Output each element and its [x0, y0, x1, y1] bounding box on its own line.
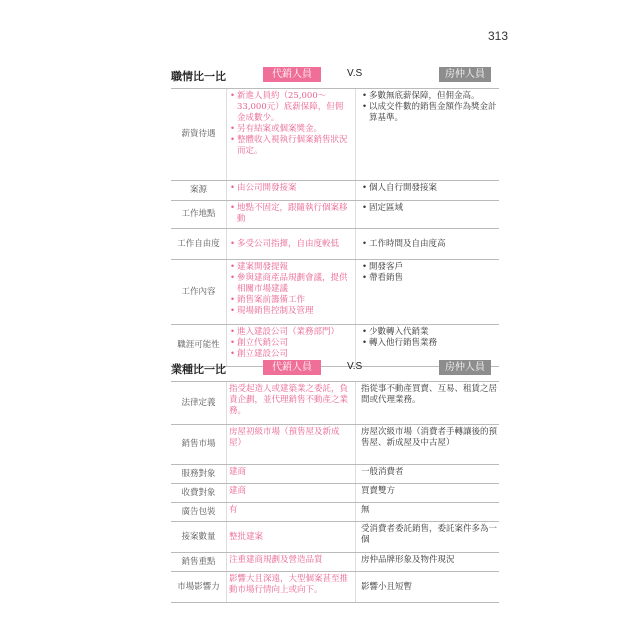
row-label: 工作自由度	[177, 238, 220, 249]
job-comparison-section	[171, 66, 499, 367]
list-item: • 地點不固定，跟隨執行個案移動	[229, 203, 351, 225]
broker-cell: 一般消費者	[361, 467, 404, 477]
row-label: 服務對象	[181, 468, 216, 479]
list-item: • 工作時間及自由度高	[361, 239, 446, 250]
table-row	[171, 382, 499, 425]
list-item: • 個人自行開發接案	[361, 183, 499, 194]
agency-cell: 指受起造人或建築業之委託，負責企劃，並代理銷售不動產之業務。	[226, 382, 356, 424]
broker-cell: 無	[361, 505, 370, 515]
list-item: • 創立建設公司	[229, 349, 351, 360]
broker-cell: 房屋次級市場（消費者手轉讓後的預售屋、新成屋及中古屋）	[361, 427, 498, 448]
table-row	[171, 229, 499, 260]
list-item: • 多數無底薪保障，但佣金高。	[361, 91, 499, 102]
list-item: • 參與建商產品規劃會議，提供相關市場建議	[229, 273, 351, 295]
list-item: • 銷售案前籌備工作	[229, 295, 351, 306]
list-item: • 整體收入視執行個案銷售狀況而定。	[229, 135, 351, 157]
vs-label: V.S	[347, 361, 363, 372]
agency-cell	[226, 89, 356, 180]
broker-badge: 房仲人員	[439, 67, 491, 82]
agency-badge: 代銷人員	[263, 360, 321, 375]
industry-comparison-section	[171, 359, 499, 603]
broker-cell	[356, 201, 499, 228]
row-label: 法律定義	[181, 397, 216, 408]
row-label: 案源	[189, 185, 207, 195]
agency-cell	[226, 181, 356, 200]
list-item: • 以成交件數的銷售金額作為獎金計算基準。	[361, 102, 499, 124]
agency-cell: 建商	[226, 484, 356, 502]
broker-cell: 房仲品牌形象及物件現況	[361, 555, 455, 565]
table-row	[171, 522, 499, 553]
row-label: 工作內容	[181, 286, 216, 297]
list-item: • 帶看銷售	[361, 273, 499, 284]
agency-badge: 代銷人員	[263, 67, 321, 82]
table-row	[171, 260, 499, 325]
agency-cell: 有	[226, 503, 356, 521]
agency-cell: 房屋初級市場（預售屋及新成屋）	[226, 425, 356, 464]
list-item: • 多受公司指揮，自由度較低	[229, 239, 339, 250]
agency-cell: 注重建商規劃及營造品質	[226, 553, 356, 571]
row-label: 接案數量	[181, 531, 216, 542]
section-title: 職情比一比	[171, 70, 226, 83]
list-item: • 建案開發提報	[229, 262, 351, 273]
broker-cell: 受消費者委託銷售，委託案件多為一個	[361, 524, 498, 545]
job-comparison-table	[171, 88, 499, 367]
list-item: • 開發客戶	[361, 262, 499, 273]
page-number: 313	[488, 29, 509, 43]
row-label: 職涯可能性	[177, 340, 220, 350]
section-title: 業種比一比	[171, 363, 226, 376]
broker-cell	[356, 260, 499, 324]
table-row	[171, 465, 499, 484]
list-item: • 固定區域	[361, 203, 499, 214]
broker-cell	[356, 181, 499, 200]
table-row	[171, 572, 499, 603]
table-row	[171, 425, 499, 465]
agency-cell: 影響大且深遠，大型個案甚至推動市場行情向上或向下。	[226, 572, 356, 602]
row-label: 市場影響力	[177, 581, 220, 592]
row-label: 銷售市場	[181, 439, 216, 449]
list-item: • 另有結案或個案獎金。	[229, 124, 351, 135]
row-label: 工作地點	[181, 209, 216, 219]
vs-label: V.S	[347, 68, 363, 79]
agency-cell: 整批建案	[226, 522, 356, 552]
agency-cell: 建商	[226, 465, 356, 483]
broker-cell	[356, 229, 499, 259]
row-label: 廣告包裝	[181, 506, 216, 517]
agency-cell	[226, 229, 356, 259]
list-item: • 新進人員約（25,000～33,000元）底薪保障，但佣金成數少。	[229, 91, 351, 124]
table-row	[171, 89, 499, 181]
table-row	[171, 484, 499, 503]
row-label: 收費對象	[181, 487, 216, 498]
job-comparison-header	[171, 66, 499, 86]
agency-cell	[226, 260, 356, 324]
table-row	[171, 553, 499, 572]
list-item: • 轉入他行銷售業務	[361, 338, 499, 349]
broker-cell	[356, 89, 499, 180]
table-row	[171, 201, 499, 229]
broker-cell: 買賣雙方	[361, 486, 396, 496]
agency-cell	[226, 201, 356, 228]
industry-comparison-table	[171, 381, 499, 603]
broker-cell: 影響小且短暫	[361, 581, 413, 592]
table-row	[171, 181, 499, 201]
list-item: • 少數轉入代銷業	[361, 327, 499, 338]
broker-cell: 指從事不動產買賣、互易、租賃之居間或代理業務。	[361, 384, 498, 405]
table-row	[171, 503, 499, 522]
list-item: • 創立代銷公司	[229, 338, 351, 349]
row-label: 銷售重點	[181, 556, 216, 567]
list-item: • 由公司開發接案	[229, 183, 351, 194]
row-label: 薪資待遇	[181, 129, 216, 139]
list-item: • 現場銷售控制及管理	[229, 306, 351, 317]
list-item: • 進入建設公司（業務部門）	[229, 327, 351, 338]
broker-badge: 房仲人員	[439, 360, 491, 375]
industry-comparison-header	[171, 359, 499, 379]
